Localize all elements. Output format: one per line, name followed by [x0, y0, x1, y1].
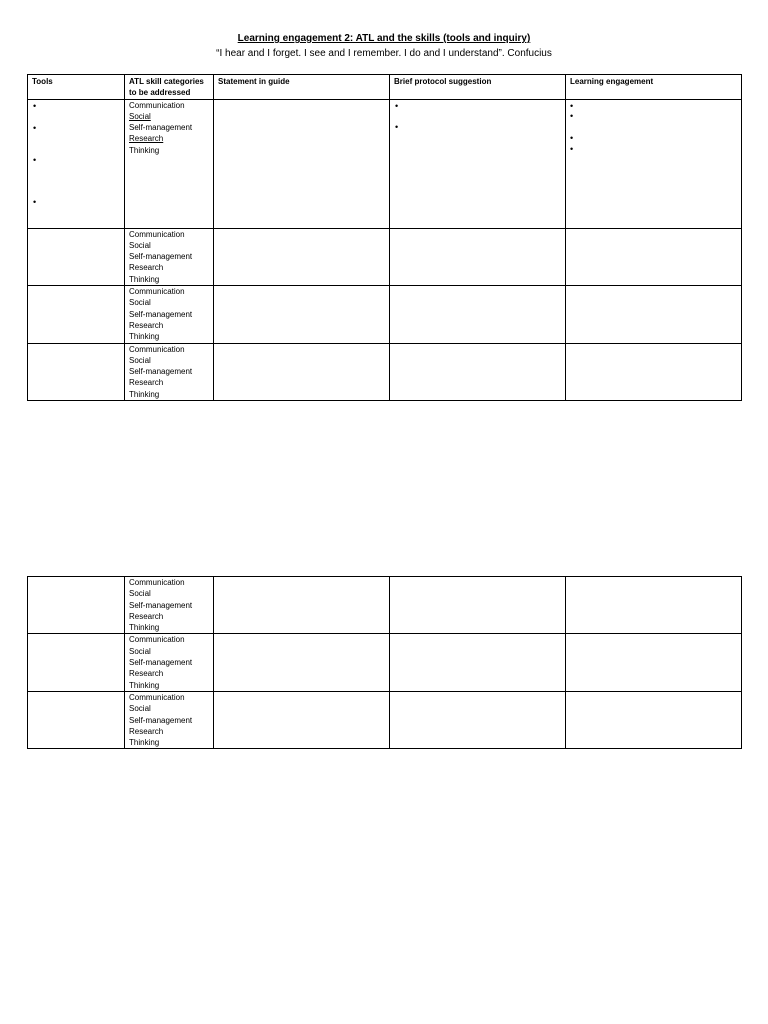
- table-row: [28, 577, 742, 634]
- skill-thinking: Thinking: [129, 680, 160, 690]
- skill-research: Research: [129, 320, 164, 330]
- bullet: •: [33, 196, 37, 207]
- header-learning-engagement: Learning engagement: [566, 75, 742, 100]
- protocol-cell: [390, 577, 566, 634]
- skill-self-management: Self-management: [129, 123, 193, 133]
- statement-cell: [214, 577, 390, 634]
- bullet: •: [570, 100, 574, 111]
- skill-social: Social: [129, 589, 151, 599]
- skill-thinking: Thinking: [129, 738, 160, 748]
- bullet: •: [570, 143, 574, 154]
- skill-thinking: Thinking: [129, 332, 160, 342]
- skill-thinking: Thinking: [129, 145, 160, 155]
- table-row: [28, 634, 742, 691]
- skill-communication: Communication: [129, 344, 185, 354]
- skill-self-management: Self-management: [129, 715, 193, 725]
- statement-cell: [214, 343, 390, 400]
- atl-skills-cell: [125, 228, 214, 285]
- statement-cell: [214, 99, 390, 228]
- skill-social: Social: [129, 111, 151, 121]
- tools-cell: [28, 286, 125, 343]
- table-header-row: [28, 75, 742, 100]
- skill-social: Social: [129, 355, 151, 365]
- skill-thinking: Thinking: [129, 274, 160, 284]
- skill-social: Social: [129, 298, 151, 308]
- skill-social: Social: [129, 646, 151, 656]
- protocol-cell: [390, 286, 566, 343]
- skill-communication: Communication: [129, 692, 185, 702]
- skill-research: Research: [129, 378, 164, 388]
- table-row: [28, 286, 742, 343]
- table-row: [28, 691, 742, 748]
- atl-skills-cell: [125, 286, 214, 343]
- skill-self-management: Self-management: [129, 252, 193, 262]
- tools-cell: [28, 343, 125, 400]
- header-tools: Tools: [28, 75, 125, 100]
- skill-self-management: Self-management: [129, 600, 193, 610]
- skill-communication: Communication: [129, 287, 185, 297]
- table-row: [28, 343, 742, 400]
- protocol-cell: [390, 228, 566, 285]
- skill-communication: Communication: [129, 100, 185, 110]
- bullet: •: [570, 110, 574, 121]
- skill-research: Research: [129, 726, 164, 736]
- skill-self-management: Self-management: [129, 658, 193, 668]
- bullet: •: [395, 121, 399, 132]
- document-quote: “I hear and I forget. I see and I remember. I do and I understand”. Confucius: [216, 48, 552, 59]
- protocol-cell: [390, 99, 566, 228]
- statement-cell: [214, 286, 390, 343]
- learning-engagement-cell: [566, 634, 742, 691]
- learning-engagement-cell: [566, 343, 742, 400]
- atl-table-1: [27, 74, 742, 401]
- bullet: •: [33, 154, 37, 165]
- table-row: [28, 99, 742, 228]
- atl-skills-cell: [125, 577, 214, 634]
- header-atl-skill-categories: ATL skill categories to be addressed: [125, 75, 214, 100]
- skill-research: Research: [129, 263, 164, 273]
- atl-skills-cell: [125, 343, 214, 400]
- atl-table-2: [27, 576, 742, 749]
- protocol-cell: [390, 691, 566, 748]
- skill-communication: Communication: [129, 578, 185, 587]
- statement-cell: [214, 634, 390, 691]
- learning-engagement-cell: [566, 691, 742, 748]
- atl-skills-cell: [125, 634, 214, 691]
- skill-communication: Communication: [129, 635, 185, 645]
- skill-communication: Communication: [129, 229, 185, 239]
- skill-social: Social: [129, 240, 151, 250]
- learning-engagement-cell: [566, 228, 742, 285]
- bullet: •: [395, 100, 399, 111]
- bullet: •: [570, 132, 574, 143]
- tools-cell: [28, 99, 125, 228]
- skill-self-management: Self-management: [129, 309, 193, 319]
- table-row: [28, 228, 742, 285]
- atl-skills-cell: [125, 99, 214, 228]
- skill-research: Research: [129, 134, 164, 144]
- statement-cell: [214, 228, 390, 285]
- learning-engagement-cell: [566, 286, 742, 343]
- learning-engagement-cell: [566, 577, 742, 634]
- header-statement-in-guide: Statement in guide: [214, 75, 390, 100]
- bullet: •: [33, 100, 37, 111]
- bullet: •: [33, 122, 37, 133]
- skill-research: Research: [129, 669, 164, 679]
- skill-thinking: Thinking: [129, 389, 160, 399]
- atl-skills-cell: [125, 691, 214, 748]
- document-title: Learning engagement 2: ATL and the skills (tools and inquiry): [237, 33, 531, 44]
- tools-cell: [28, 577, 125, 634]
- tools-cell: [28, 691, 125, 748]
- tools-cell: [28, 228, 125, 285]
- skill-thinking: Thinking: [129, 623, 160, 633]
- protocol-cell: [390, 634, 566, 691]
- protocol-cell: [390, 343, 566, 400]
- skill-research: Research: [129, 611, 164, 621]
- skill-self-management: Self-management: [129, 367, 193, 377]
- header-brief-protocol-suggestion: Brief protocol suggestion: [390, 75, 566, 100]
- statement-cell: [214, 691, 390, 748]
- skill-social: Social: [129, 704, 151, 714]
- tools-cell: [28, 634, 125, 691]
- learning-engagement-cell: [566, 99, 742, 228]
